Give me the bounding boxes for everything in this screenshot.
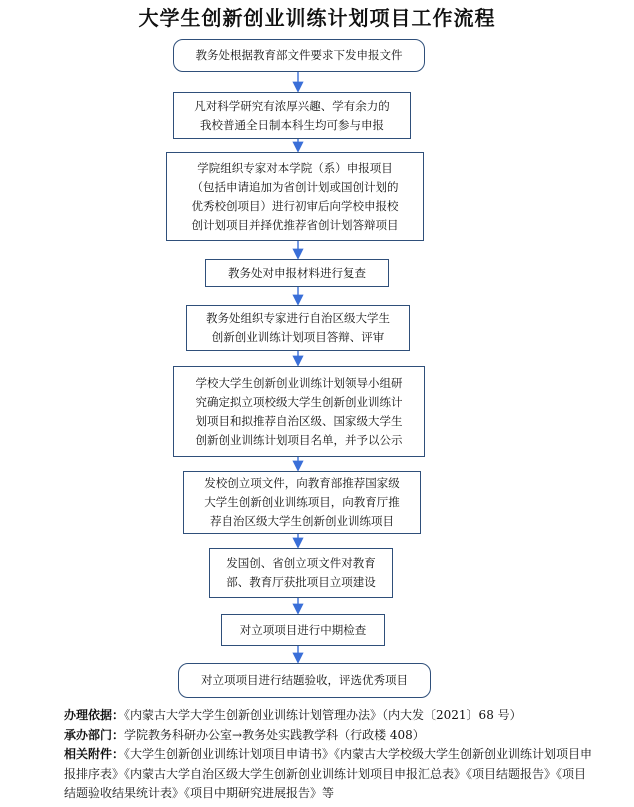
attach-text: 《大学生创新创业训练计划项目申请书》《内蒙古大学校级大学生创新创业训练计划项目申报排序表》《内蒙古大学自治区级大学生创新创业训练计划项目申报汇总表》《项目结题报告》《项目结题验收结果统计表》《项目中期研究进展报告》等 <box>64 747 593 800</box>
step-9-box <box>221 614 385 646</box>
dept-text: 学院教务科研办公室→教务处实践教学科（行政楼 408） <box>124 727 425 742</box>
step-7-line-2: 大学生创新创业训练项目，向教育厅推 <box>204 495 400 509</box>
step-5-box <box>186 305 410 351</box>
step-2-box <box>173 92 411 139</box>
step-3-line-1: 学院组织专家对本学院（系）申报项目 <box>197 160 393 175</box>
step-8-box <box>209 548 393 598</box>
basis-text: 《内蒙古大学大学生创新创业训练计划管理办法》（内大发〔2021〕68 号） <box>124 708 522 722</box>
basis-label: 办理依据： <box>64 708 125 722</box>
step-4-line-1: 教务处对申报材料进行复查 <box>228 265 366 280</box>
basis-row <box>64 706 594 726</box>
page-title: 大学生创新创业训练计划项目工作流程 <box>138 6 496 30</box>
step-1-box <box>173 39 425 72</box>
step-10-box <box>178 663 431 698</box>
step-5-line-2: 创新创业训练计划项目答辩、评审 <box>211 330 385 344</box>
step-2-line-1: 凡对科学研究有浓厚兴趣、学有余力的 <box>194 98 390 113</box>
step-7-line-1: 发校创立项文件，向教育部推荐国家级 <box>204 476 400 490</box>
step-6-line-1: 学校大学生创新创业训练计划领导小组研 <box>195 375 403 390</box>
step-3-line-4: 创计划项目并择优推荐省创计划答辩项目 <box>191 217 399 232</box>
step-1-line-1: 教务处根据教育部文件要求下发申报文件 <box>195 48 403 62</box>
step-4-box <box>205 259 389 287</box>
step-2-line-2: 我校普通全日制本科生均可参与申报 <box>200 117 384 132</box>
step-3-line-2: （包括申请追加为省创计划或国创计划的 <box>191 179 399 194</box>
step-6-line-4: 创新创业训练计划项目名单，并予以公示 <box>195 432 403 447</box>
step-9-line-1: 对立项项目进行中期检查 <box>239 622 367 637</box>
footer <box>64 706 594 804</box>
step-10-line-1: 对立项项目进行结题验收，评选优秀项目 <box>201 673 408 687</box>
step-7-line-3: 荐自治区级大学生创新创业训练项目 <box>210 514 394 528</box>
attach-label: 相关附件： <box>64 747 125 761</box>
dept-row <box>64 726 594 746</box>
attach-row <box>64 745 594 804</box>
dept-label: 承办部门： <box>64 727 125 742</box>
step-6-box <box>173 366 425 457</box>
step-7-box <box>183 471 421 534</box>
step-5-line-1: 教务处组织专家进行自治区级大学生 <box>206 311 390 325</box>
step-8-line-1: 发国创、省创立项文件对教育 <box>226 556 376 570</box>
step-6-line-2: 究确定拟立项校级大学生创新创业训练计 <box>195 394 403 409</box>
step-3-box <box>166 152 424 241</box>
step-8-line-2: 部、教育厅获批项目立项建设 <box>226 575 376 589</box>
step-3-line-3: 优秀校创项目）进行初审后向学校申报校 <box>191 198 399 213</box>
step-6-line-3: 划项目和拟推荐自治区级、国家级大学生 <box>195 413 403 428</box>
